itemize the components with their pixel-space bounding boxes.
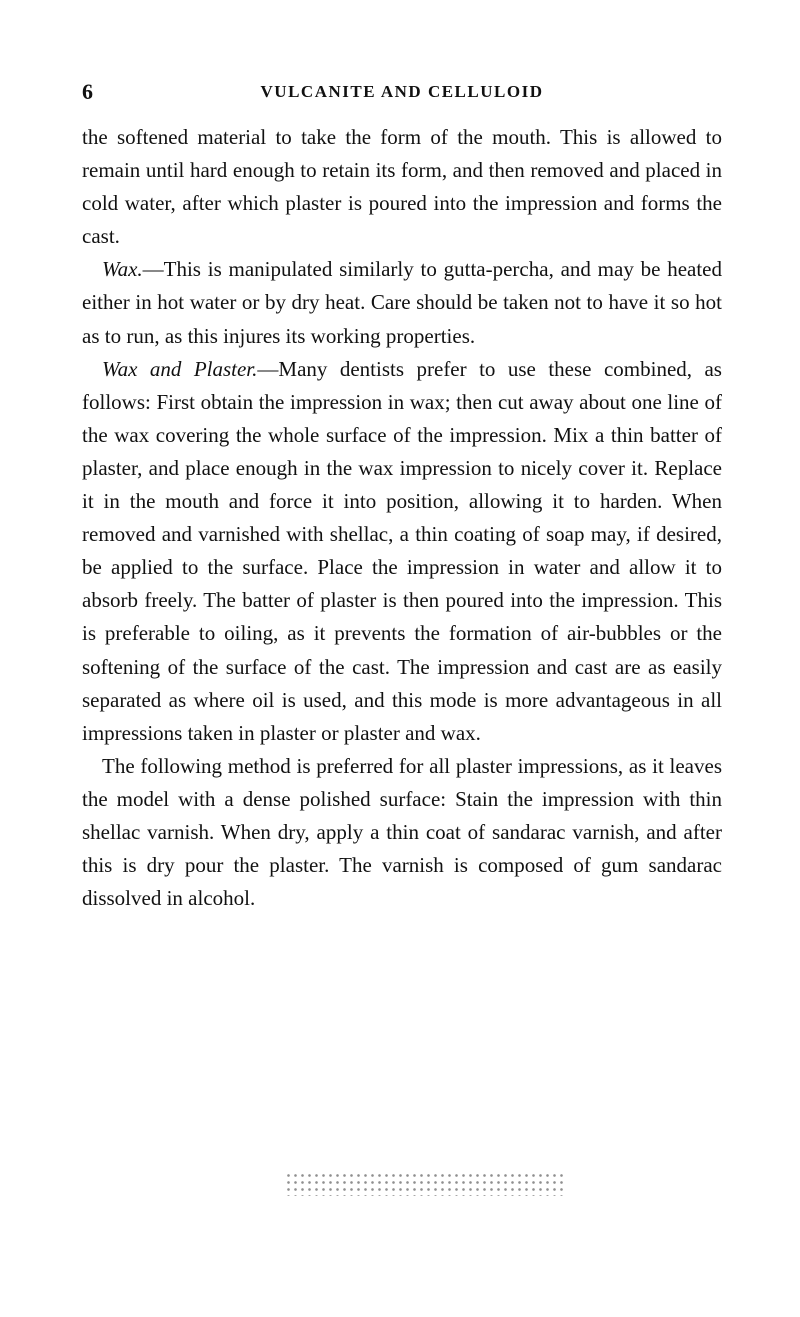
paragraph-wax-and-plaster	[82, 353, 722, 750]
paragraph-continuation	[82, 121, 722, 253]
paragraph-text: The following method is preferred for all plaster impressions, as it leaves the model with a dense polished surface: Stain the impression with thin shellac varnish. When dry, apply a thin coat of sandarac varnish, and after this is dry pour the plaster. The varnish is composed of gum sandarac dissolved in alcohol.	[82, 753, 722, 911]
page-number: 6	[82, 79, 93, 104]
page-header	[82, 78, 722, 106]
paragraph-text: the softened material to take the form of the mouth. This is allowed to remain until hard enough to retain its form, and then removed and placed in cold water, after which plaster is poured into the impression and forms the cast.	[82, 125, 722, 249]
paragraph-text: —This is manipulated similarly to gutta-percha, and may be heated either in hot water or by dry heat. Care should be taken not to have it so hot as to run, as this injures its working properties.	[82, 257, 722, 348]
run-in-heading-wax-and-plaster: Wax and Plaster.	[102, 356, 258, 381]
paragraph-following-method	[82, 750, 722, 915]
paragraph-text: —Many dentists prefer to use these combined, as follows: First obtain the impression in wax; then cut away about one line of the wax covering the whole surface of the impression. Mix a thin batter of plaster, and place enough in the wax impression to nicely cover it. Replace it in the mouth and force it into position, allowing it to harden. When removed and varnished with shellac, a thin coating of soap may, if desired, be applied to the surface. Place the impression in water and allow it to absorb freely. The batter of plaster is then poured into the impression. This is preferable to oiling, as it prevents the formation of air-bubbles or the softening of the surface of the cast. The impression and cast are as easily separated as where oil is used, and this mode is more advantageous in all impressions taken in plaster or plaster and wax.	[82, 356, 722, 745]
running-title: VULCANITE AND CELLULOID	[260, 82, 544, 101]
body-text	[82, 121, 722, 915]
paragraph-wax	[82, 253, 722, 352]
run-in-heading-wax: Wax.	[102, 257, 143, 282]
print-bleed-artifact	[285, 1172, 565, 1196]
